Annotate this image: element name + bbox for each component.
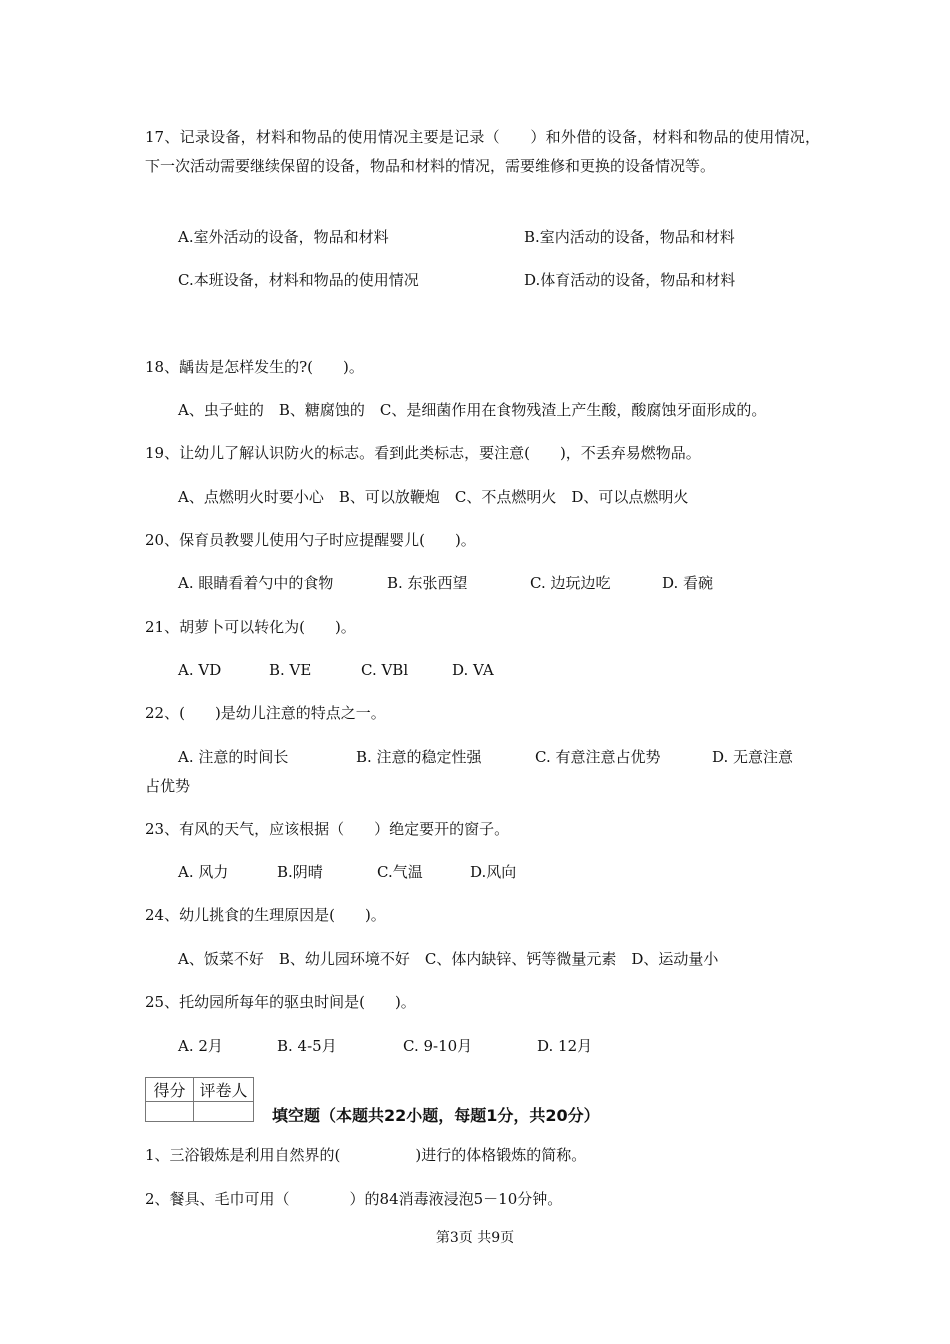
- question-20-option-d: D. 看碗: [662, 574, 714, 592]
- question-21-option-c: C. VBl: [361, 661, 409, 679]
- grader-cell: [194, 1102, 254, 1122]
- question-18-options: A、虫子蛀的 B、糖腐蚀的 C、是细菌作用在食物残渣上产生酸，酸腐蚀牙面形成的。: [178, 401, 767, 419]
- grader-label: 评卷人: [194, 1078, 254, 1102]
- question-21-option-a: A. VD: [178, 661, 222, 679]
- question-21-option-b: B. VE: [269, 661, 312, 679]
- question-17-stem: 17、记录设备，材料和物品的使用情况主要是记录（ ）和外借的设备，材料和物品的使用情况，下一次活动需要继续保留的设备，物品和材料的情况，需要维修和更换的设备情况等。: [145, 128, 820, 175]
- question-17-option-d: D.体育活动的设备，物品和材料: [524, 271, 736, 289]
- question-21-stem: 21、胡萝卜可以转化为( )。: [145, 618, 356, 636]
- question-17-option-b: B.室内活动的设备，物品和材料: [524, 228, 735, 246]
- fill-question-2: 2、餐具、毛巾可用（ ）的84消毒液浸泡5－10分钟。: [145, 1190, 563, 1208]
- question-21-option-d: D. VA: [452, 661, 494, 679]
- question-17-option-c: C.本班设备，材料和物品的使用情况: [178, 271, 419, 289]
- question-22-option-a: A. 注意的时间长: [178, 748, 289, 766]
- question-23-stem: 23、有风的天气，应该根据（ ）绝定要开的窗子。: [145, 820, 510, 838]
- question-23-option-c: C.气温: [377, 863, 423, 881]
- question-22-option-b: B. 注意的稳定性强: [356, 748, 482, 766]
- question-24-options: A、饭菜不好 B、幼儿园环境不好 C、体内缺锌、钙等微量元素 D、运动量小: [178, 950, 719, 968]
- fill-question-1: 1、三浴锻炼是利用自然界的( )进行的体格锻炼的简称。: [145, 1146, 587, 1164]
- question-25-stem: 25、托幼园所每年的驱虫时间是( )。: [145, 993, 416, 1011]
- question-25-option-a: A. 2月: [178, 1037, 223, 1055]
- question-25-option-d: D. 12月: [537, 1037, 593, 1055]
- score-table: [145, 1077, 254, 1122]
- question-22-option-c: C. 有意注意占优势: [535, 748, 661, 766]
- question-18-stem: 18、龋齿是怎样发生的?( )。: [145, 358, 364, 376]
- question-23-option-d: D.风向: [470, 863, 517, 881]
- question-20-stem: 20、保育员教婴儿使用勺子时应提醒婴儿( )。: [145, 531, 476, 549]
- question-22-option-d: D. 无意注意: [712, 748, 794, 766]
- question-19-stem: 19、让幼儿了解认识防火的标志。看到此类标志，要注意( )，不丢弃易燃物品。: [145, 444, 701, 462]
- question-22-stem: 22、( )是幼儿注意的特点之一。: [145, 704, 386, 722]
- score-label: 得分: [146, 1078, 194, 1102]
- question-17-option-a: A.室外活动的设备，物品和材料: [178, 228, 389, 246]
- question-20-option-c: C. 边玩边吃: [530, 574, 611, 592]
- section-title: 填空题（本题共22小题，每题1分，共20分）: [272, 1106, 600, 1125]
- question-20-option-a: A. 眼睛看着勺中的食物: [178, 574, 334, 592]
- question-19-options: A、点燃明火时要小心 B、可以放鞭炮 C、不点燃明火 D、可以点燃明火: [178, 488, 689, 506]
- question-23-option-a: A. 风力: [178, 863, 229, 881]
- question-24-stem: 24、幼儿挑食的生理原因是( )。: [145, 906, 386, 924]
- page-number: 第3页 共9页: [435, 1230, 515, 1246]
- question-25-option-c: C. 9-10月: [403, 1037, 473, 1055]
- question-20-option-b: B. 东张西望: [387, 574, 468, 592]
- question-25-option-b: B. 4-5月: [277, 1037, 337, 1055]
- question-22-option-d-continued: 占优势: [145, 777, 191, 795]
- score-cell: [146, 1102, 194, 1122]
- question-23-option-b: B.阴晴: [277, 863, 323, 881]
